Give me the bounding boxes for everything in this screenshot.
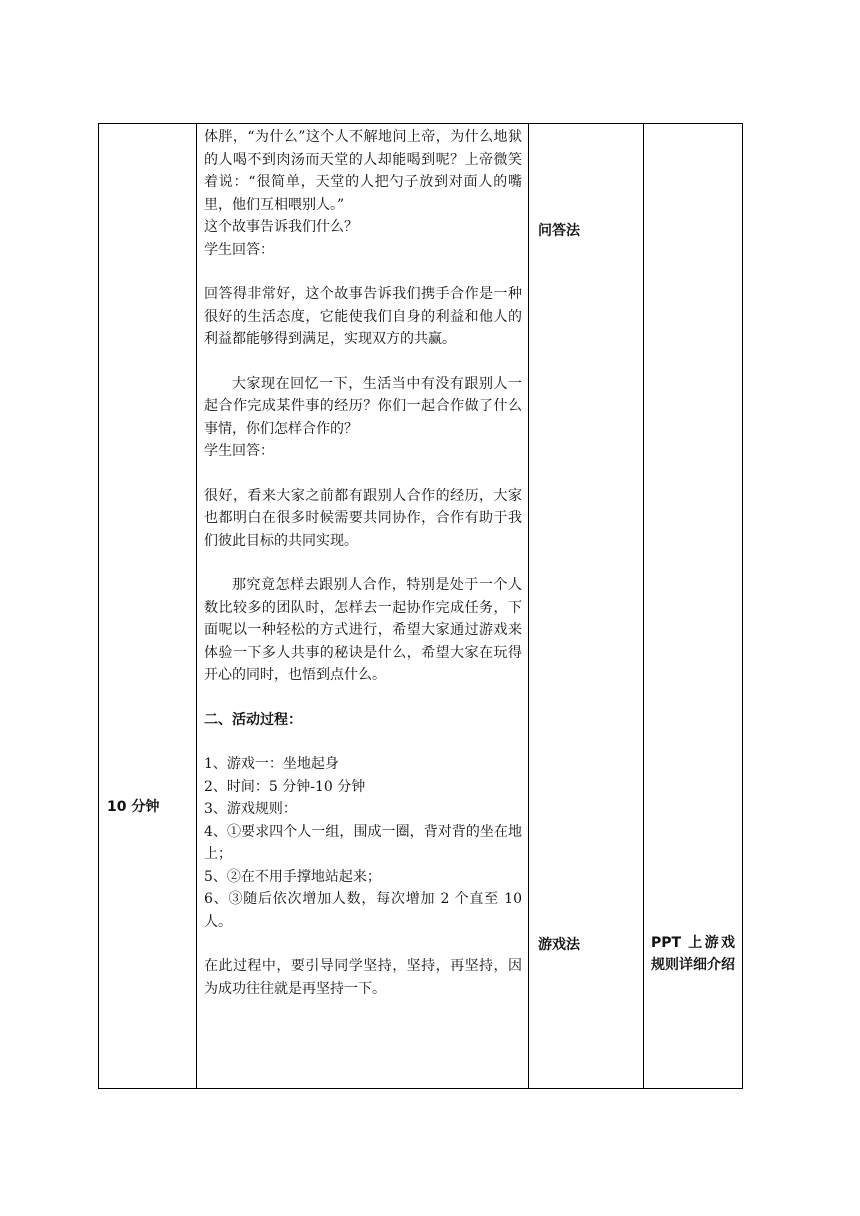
list-item: 6、③随后依次增加人数，每次增加 2 个直至 10 人。 — [204, 891, 522, 930]
time-label: 10 分钟 — [107, 799, 160, 815]
student-answer-label: 学生回答： — [204, 241, 274, 258]
list-item: 5、②在不用手撑地站起来； — [204, 868, 381, 885]
list-item: 2、时间：5 分钟-10 分钟 — [204, 778, 366, 795]
method-cell — [529, 124, 644, 1089]
recall-question-paragraph: 大家现在回忆一下，生活当中有没有跟别人一起合作完成某件事的经历？你们一起合作做了什么事情，你们怎样合作的？ — [204, 375, 522, 437]
resource-note: PPT 上游戏规则详细介绍 — [651, 935, 735, 973]
story-paragraph: 体胖，“为什么”这个人不解地问上帝，为什么地狱的人喝不到肉汤而天堂的人却能喝到呢？上帝微笑着说：“很简单，天堂的人把勺子放到对面人的嘴里，他们互相喂别人。” — [204, 129, 522, 213]
transition-paragraph: 那究竟怎样去跟别人合作，特别是处于一个人数比较多的团队时，怎样去一起协作完成任务，下面呢以一种轻松的方式进行，希望大家通过游戏来体验一下多人共事的秘诀是什么，希望大家在玩得开心的同时，也悟到点什么。 — [204, 577, 522, 683]
method-game-label: 游戏法 — [538, 937, 580, 953]
student-answer-label: 学生回答： — [204, 443, 274, 459]
lesson-plan-table — [98, 123, 743, 1089]
teacher-summary-paragraph: 很好，看来大家之前都有跟别人合作的经历，大家也都明白在很多时候需要共同协作，合作有助于我们彼此目标的共同实现。 — [204, 487, 522, 549]
list-item: 1、游戏一：坐地起身 — [204, 756, 339, 772]
resource-cell — [644, 124, 743, 1089]
table-row — [99, 124, 743, 1089]
time-cell — [99, 124, 197, 1089]
guidance-paragraph: 在此过程中，要引导同学坚持，坚持，再坚持，因为成功往往就是再坚持一下。 — [204, 958, 522, 997]
method-qa-label: 问答法 — [538, 223, 580, 239]
content-cell — [197, 124, 529, 1089]
list-item: 4、①要求四个人一组，围成一圈，背对背的坐在地上； — [204, 823, 522, 862]
section-heading: 二、活动过程： — [204, 711, 302, 728]
question-text: 这个故事告诉我们什么？ — [204, 219, 358, 235]
teacher-response-paragraph: 回答得非常好，这个故事告诉我们携手合作是一种很好的生活态度，它能使我们自身的利益和他人的利益都能够得到满足，实现双方的共赢。 — [204, 286, 522, 347]
list-item: 3、游戏规则： — [204, 801, 297, 817]
